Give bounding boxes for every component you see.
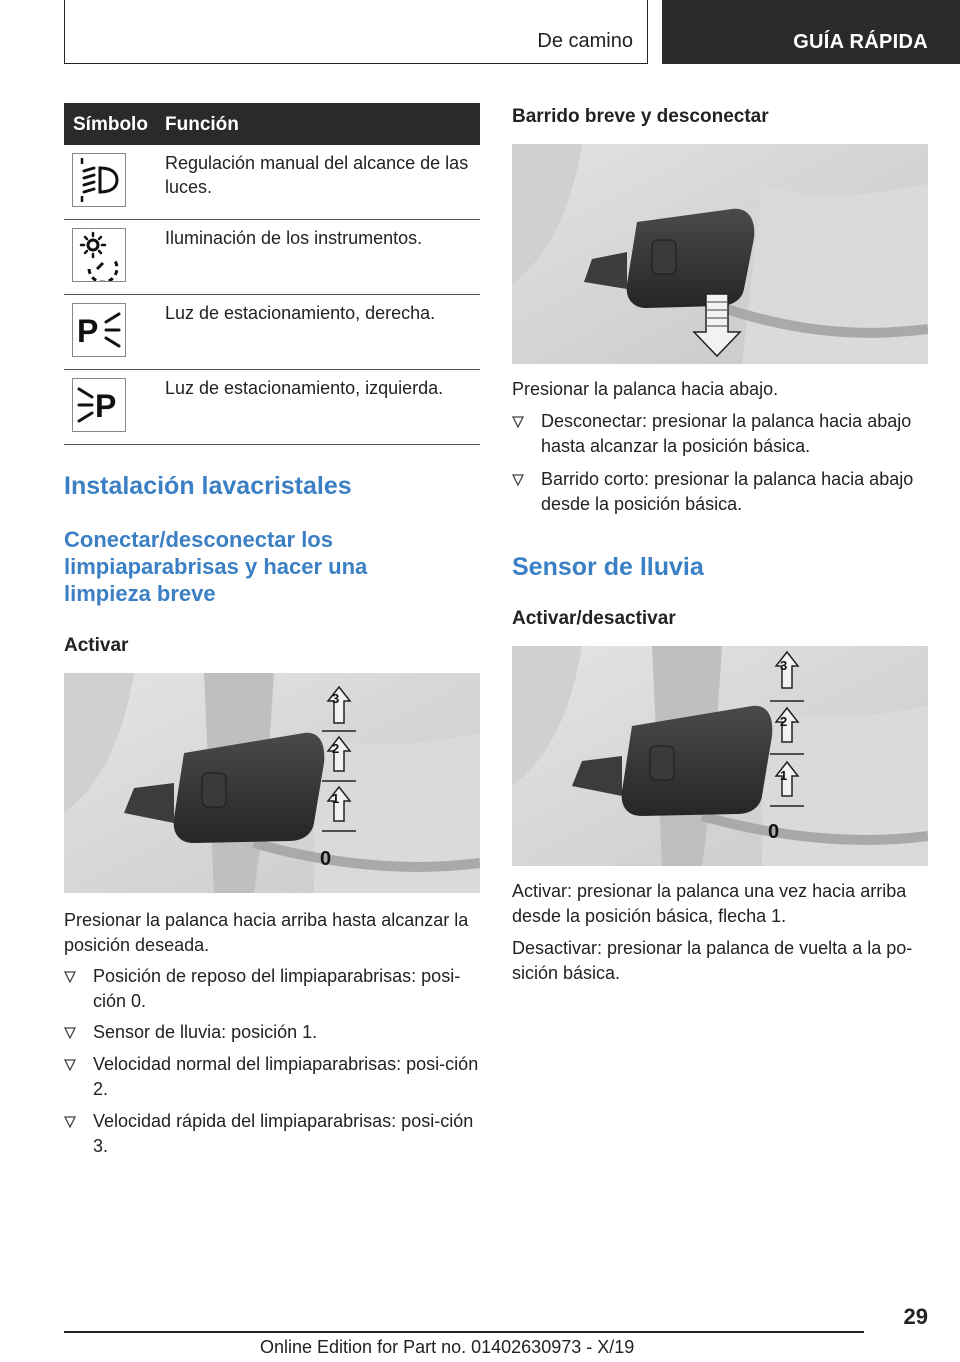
- subsection-heading-line: Conectar/desconectar los: [64, 527, 333, 552]
- function-text: Luz de estacionamiento, izquierda.: [165, 378, 444, 398]
- arrow-label: 0: [768, 821, 780, 843]
- arrow-label: 2: [780, 714, 788, 729]
- list-item-text: Posición de reposo del limpiaparabrisas: posi-ción 0.: [93, 966, 461, 1011]
- rain-sensor-lever-image: [512, 646, 928, 866]
- instruction-text: Desactivar: presionar la palanca de vuelta a la po-sición básica.: [512, 938, 913, 983]
- table-row: [64, 145, 480, 220]
- instruction-text: Presionar la palanca hacia abajo.: [512, 379, 779, 399]
- instruction-text: Activar: presionar la palanca una vez hacia arriba desde la posición básica, flecha 1.: [512, 881, 907, 926]
- arrow-label: 0: [320, 848, 332, 870]
- list-item-text: Sensor de lluvia: posición 1.: [93, 1022, 318, 1042]
- wiper-lever-up-image: [64, 673, 480, 893]
- page-number: 29: [903, 1304, 928, 1329]
- bullet-triangle-icon: [64, 1027, 76, 1039]
- list-item-text: Desconectar: presionar la palanca hacia abajo hasta alcanzar la posición básica.: [541, 411, 912, 456]
- subsection-heading-line: limpieza breve: [64, 581, 216, 606]
- list-item-text: Velocidad rápida del limpiaparabrisas: posi-ción 3.: [93, 1111, 474, 1156]
- table-header: [64, 103, 480, 145]
- bullet-triangle-icon: [64, 1059, 76, 1071]
- list-item: [64, 1109, 480, 1159]
- bullet-triangle-icon: [512, 474, 524, 486]
- guide-tab-label: GUÍA RÁPIDA: [793, 31, 928, 53]
- column-symbol: Símbolo: [73, 114, 148, 135]
- svg-text:P: P: [77, 313, 99, 349]
- list-item: [512, 467, 928, 517]
- wiper-lever-down-image: [512, 144, 928, 364]
- list-item: [64, 1052, 480, 1102]
- table-row: [64, 370, 480, 445]
- activate-deactivate-heading: Activar/desactivar: [512, 608, 676, 629]
- arrow-label: 3: [332, 691, 340, 706]
- list-item-text: Velocidad normal del limpiaparabrisas: posi-ción 2.: [93, 1054, 479, 1099]
- list-item: [512, 409, 928, 459]
- arrow-label: 3: [780, 658, 788, 673]
- edition-text: Online Edition for Part no. 01402630973 - X/19: [260, 1337, 635, 1357]
- instrument-lighting-icon: [72, 228, 126, 282]
- parking-light-left-icon: [72, 378, 126, 432]
- parking-light-right-icon: [72, 303, 126, 357]
- subsection-heading-line: limpiaparabrisas y hacer una: [64, 554, 368, 579]
- svg-text:P: P: [95, 388, 117, 424]
- column-function: Función: [165, 114, 239, 135]
- function-text: Iluminación de los instrumentos.: [165, 228, 423, 248]
- symbol-table: [64, 103, 480, 445]
- rain-sensor-heading: Sensor de lluvia: [512, 553, 704, 581]
- list-item-text: Barrido corto: presionar la palanca hacia abajo desde la posición básica.: [541, 469, 914, 514]
- arrow-label: 1: [332, 791, 340, 806]
- function-text: Regulación manual del alcance de las luces.: [165, 153, 469, 197]
- table-row: [64, 220, 480, 295]
- table-row: [64, 295, 480, 370]
- brief-wipe-heading: Barrido breve y desconectar: [512, 106, 769, 127]
- header-frame: [64, 0, 648, 64]
- instruction-text: Presionar la palanca hacia arriba hasta alcanzar la posición deseada.: [64, 910, 469, 955]
- guide-tab[interactable]: [662, 0, 960, 64]
- list-item: [64, 964, 480, 1014]
- headlight-range-icon: [72, 153, 126, 207]
- footer-divider: [64, 1331, 864, 1333]
- bullet-triangle-icon: [512, 416, 524, 428]
- function-text: Luz de estacionamiento, derecha.: [165, 303, 436, 323]
- bullet-triangle-icon: [64, 971, 76, 983]
- arrow-label: 2: [332, 741, 340, 756]
- section-title: De camino: [537, 30, 633, 52]
- subsection-heading: [64, 526, 367, 607]
- activate-heading: Activar: [64, 635, 129, 656]
- arrow-label: 1: [780, 768, 788, 783]
- list-item: [64, 1020, 480, 1045]
- section-heading: Instalación lavacristales: [64, 472, 352, 500]
- bullet-triangle-icon: [64, 1116, 76, 1128]
